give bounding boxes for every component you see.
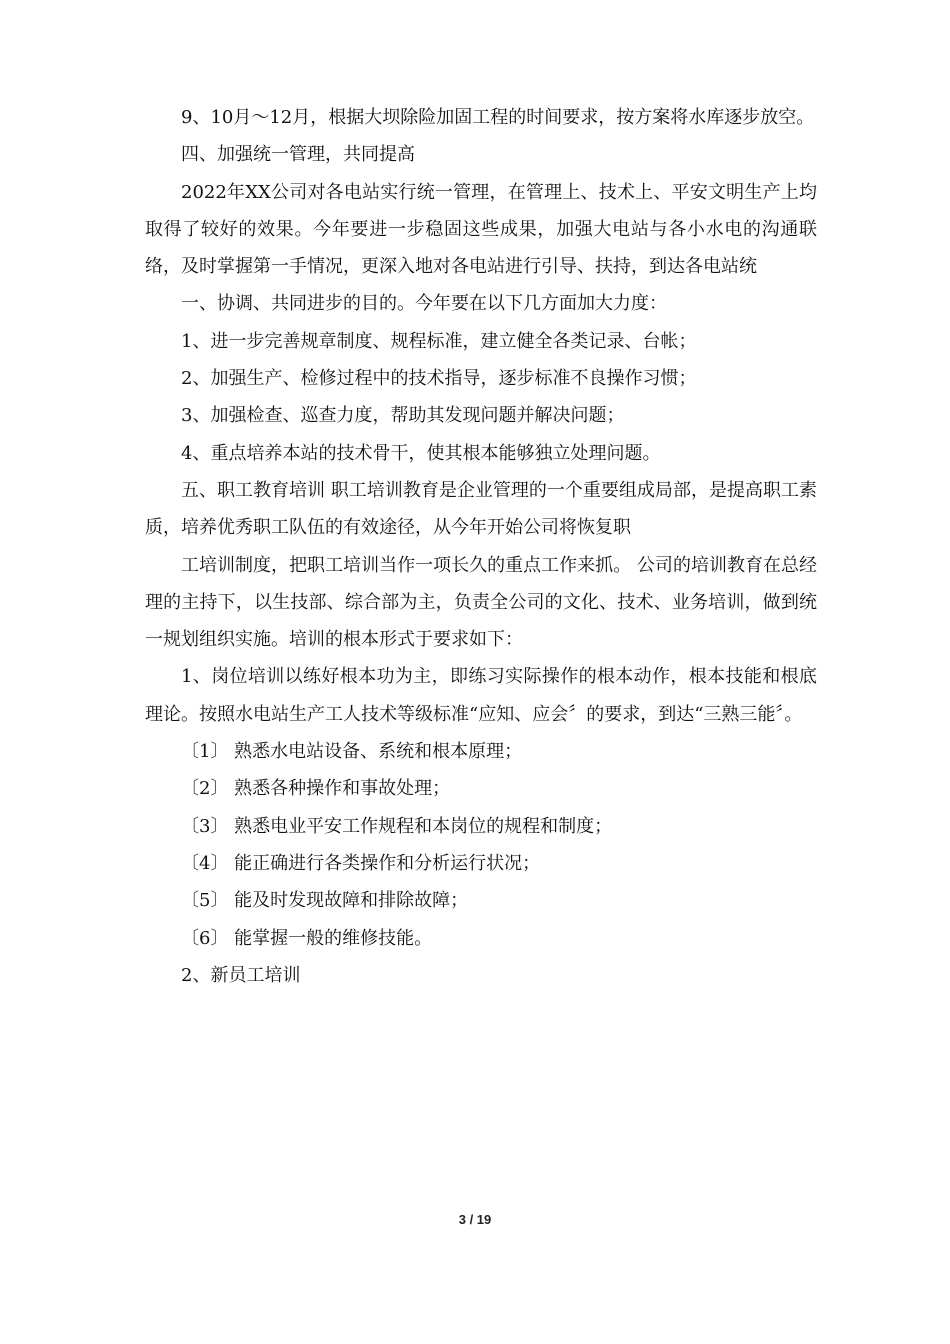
- section-heading-paragraph: 五、职工教育培训 职工培训教育是企业管理的一个重要组成局部，是提高职工素质，培养优秀职工队伍的有效途径，从今年开始公司将恢复职: [145, 479, 817, 539]
- page-number: 3 / 19: [458, 1212, 492, 1227]
- paragraph: 9、10月～12月，根据大坝除险加固工程的时间要求，按方案将水库逐步放空。: [181, 107, 815, 128]
- list-item: 〔4〕 能正确进行各类操作和分析运行状况；: [181, 852, 541, 874]
- paragraph: 工培训制度，把职工培训当作一项长久的重点工作来抓。 公司的培训教育在总经理的主持下，以生技部、综合部为主，负责全公司的文化、技术、业务培训，做到统一规划组织实施。培训的根本形式于要求如下：: [145, 554, 817, 651]
- list-item: 〔6〕 能掌握一般的维修技能。: [181, 927, 433, 949]
- list-item: 〔2〕 熟悉各种操作和事故处理；: [181, 778, 451, 800]
- list-item: 〔5〕 能及时发现故障和排除故障；: [181, 890, 469, 912]
- document-body: [145, 99, 817, 994]
- list-item: 4、重点培养本站的技术骨干，使其根本能够独立处理问题。: [181, 442, 661, 464]
- paragraph: 2022年XX公司对各电站实行统一管理，在管理上、技术上、平安文明生产上均取得了较好的效果。今年要进一步稳固这些成果，加强大电站与各小水电的沟通联络，及时掌握第一手情况，更深入地对各电站进行引导、扶持，到达各电站统: [145, 181, 817, 278]
- list-item: 2、加强生产、检修过程中的技术指导，逐步标准不良操作习惯；: [181, 368, 697, 390]
- paragraph: 1、岗位培训以练好根本功为主，即练习实际操作的根本动作，根本技能和根底理论。按照水电站生产工人技术等级标准“应知、应会〞的要求，到达“三熟三能〞。: [145, 666, 817, 725]
- list-item: 3、加强检查、巡查力度，帮助其发现问题并解决问题；: [181, 405, 625, 427]
- paragraph: 一、协调、共同进步的目的。今年要在以下几方面加大力度：: [181, 293, 667, 315]
- subsection-heading: 2、新员工培训: [181, 964, 301, 986]
- list-item: 〔3〕 熟悉电业平安工作规程和本岗位的规程和制度；: [181, 815, 613, 837]
- section-heading: 四、加强统一管理，共同提高: [181, 144, 415, 166]
- list-item: 1、进一步完善规章制度、规程标准，建立健全各类记录、台帐；: [181, 330, 697, 352]
- list-item: 〔1〕 熟悉水电站设备、系统和根本原理；: [181, 741, 523, 763]
